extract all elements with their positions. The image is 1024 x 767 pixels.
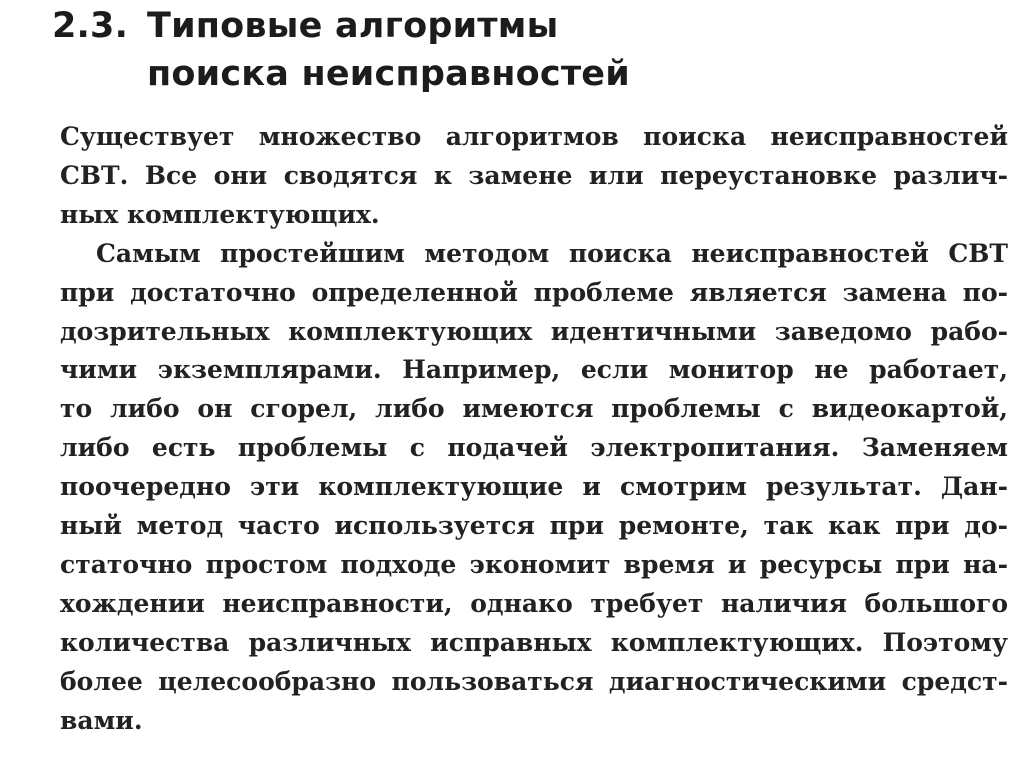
- section-heading: [52, 2, 630, 98]
- text-line: хождении неисправности, однако требует наличия большого: [60, 588, 1008, 618]
- paragraph-1: [60, 118, 1008, 235]
- text-line: чими экземплярами. Например, если монитор не работает,: [60, 355, 1008, 385]
- text-line: количества различных исправных комплектующих. Поэтому: [60, 627, 1008, 657]
- section-number: 2.3.: [52, 6, 129, 46]
- text-line: вами.: [60, 705, 143, 735]
- body-text: [60, 118, 1008, 741]
- text-line: ных комплектующих.: [60, 199, 380, 229]
- text-line: либо есть проблемы с подачей электропитания. Заменяем: [60, 433, 1008, 463]
- text-line: дозрительных комплектующих идентичными заведомо рабо-: [60, 316, 1008, 346]
- section-title-line-1: Типовые алгоритмы: [147, 6, 559, 46]
- text-line: статочно простом подходе экономит время и ресурсы при на-: [60, 549, 1008, 579]
- text-line: ный метод часто используется при ремонте, так как при до-: [60, 511, 1008, 541]
- text-line: поочередно эти комплектующие и смотрим результат. Дан-: [60, 472, 1008, 502]
- text-line: СВТ. Все они сводятся к замене или переустановке различ-: [60, 160, 1008, 190]
- section-title-line-2: поиска неисправностей: [147, 54, 630, 94]
- text-line: более целесообразно пользоваться диагностическими средст-: [60, 666, 1008, 696]
- paragraph-2: [60, 235, 1008, 741]
- text-line: Самым простейшим методом поиска неисправностей СВТ: [96, 238, 1008, 268]
- text-line: Существует множество алгоритмов поиска неисправностей: [60, 122, 1008, 151]
- text-line: при достаточно определенной проблеме является замена по-: [60, 277, 1008, 307]
- text-line: то либо он сгорел, либо имеются проблемы с видеокартой,: [60, 394, 1008, 424]
